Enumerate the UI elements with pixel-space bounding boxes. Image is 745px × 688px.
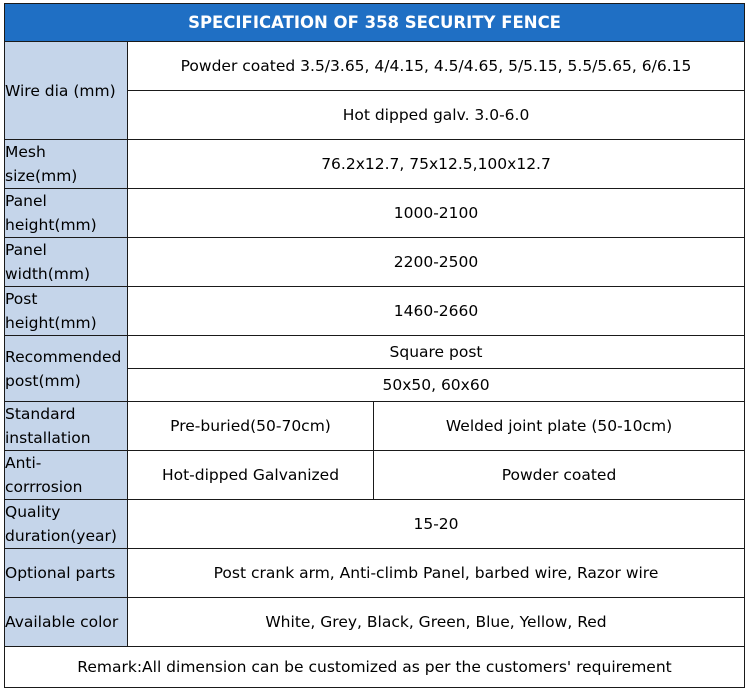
label-line: Recommended — [5, 347, 122, 366]
corrosion-option-powder: Powder coated — [374, 451, 745, 500]
table-row — [5, 140, 745, 189]
optional-parts-value: Post crank arm, Anti-climb Panel, barbed wire, Razor wire — [128, 549, 745, 598]
standard-installation-label — [5, 402, 128, 451]
wire-dia-powder-value: Powder coated 3.5/3.65, 4/4.15, 4.5/4.65, 5/5.15, 5.5/5.65, 6/6.15 — [128, 42, 745, 91]
anti-corrosion-label — [5, 451, 128, 500]
label-line: height(mm) — [5, 216, 97, 234]
available-color-label: Available color — [5, 598, 128, 647]
spec-table — [4, 3, 745, 688]
label-line: installation — [5, 429, 91, 447]
table-row — [5, 549, 745, 598]
table-row — [5, 42, 745, 91]
quality-duration-label — [5, 500, 128, 549]
table-title: SPECIFICATION OF 358 SECURITY FENCE — [5, 4, 745, 42]
post-height-label — [5, 287, 128, 336]
recommended-post-type: Square post — [128, 336, 745, 369]
label-line: Mesh — [5, 143, 46, 161]
table-row — [5, 189, 745, 238]
wire-dia-label: Wire dia (mm) — [5, 42, 128, 140]
optional-parts-label: Optional parts — [5, 549, 128, 598]
recommended-post-label — [5, 336, 128, 402]
label-line: corrrosion — [5, 478, 83, 496]
label-line: height(mm) — [5, 314, 97, 332]
label-line: duration(year) — [5, 527, 117, 545]
label-line: Standard — [5, 405, 76, 423]
table-row — [5, 238, 745, 287]
table-row — [5, 451, 745, 500]
available-color-value: White, Grey, Black, Green, Blue, Yellow, Red — [128, 598, 745, 647]
label-line: Post — [5, 290, 38, 308]
table-row — [5, 647, 745, 688]
table-row — [5, 598, 745, 647]
panel-width-label — [5, 238, 128, 287]
table-row — [5, 500, 745, 549]
post-height-value: 1460-2660 — [128, 287, 745, 336]
installation-option-preburied: Pre-buried(50-70cm) — [128, 402, 374, 451]
installation-option-welded: Welded joint plate (50-10cm) — [374, 402, 745, 451]
panel-height-value: 1000-2100 — [128, 189, 745, 238]
wire-dia-galv-value: Hot dipped galv. 3.0-6.0 — [128, 91, 745, 140]
corrosion-option-galvanized: Hot-dipped Galvanized — [128, 451, 374, 500]
label-line: post(mm) — [5, 371, 81, 390]
label-line: width(mm) — [5, 265, 91, 283]
label-line: Quality — [5, 503, 61, 521]
recommended-post-size: 50x50, 60x60 — [128, 369, 745, 402]
quality-duration-value: 15-20 — [128, 500, 745, 549]
table-row — [5, 402, 745, 451]
label-line: Panel — [5, 241, 47, 259]
table-row — [5, 287, 745, 336]
label-line: Panel — [5, 192, 47, 210]
mesh-size-value: 76.2x12.7, 75x12.5,100x12.7 — [128, 140, 745, 189]
mesh-size-label — [5, 140, 128, 189]
remark-note: Remark:All dimension can be customized as per the customers' requirement — [5, 647, 745, 688]
table-row — [5, 336, 745, 369]
panel-height-label — [5, 189, 128, 238]
label-line: Anti- — [5, 454, 42, 472]
panel-width-value: 2200-2500 — [128, 238, 745, 287]
label-line: size(mm) — [5, 167, 78, 185]
